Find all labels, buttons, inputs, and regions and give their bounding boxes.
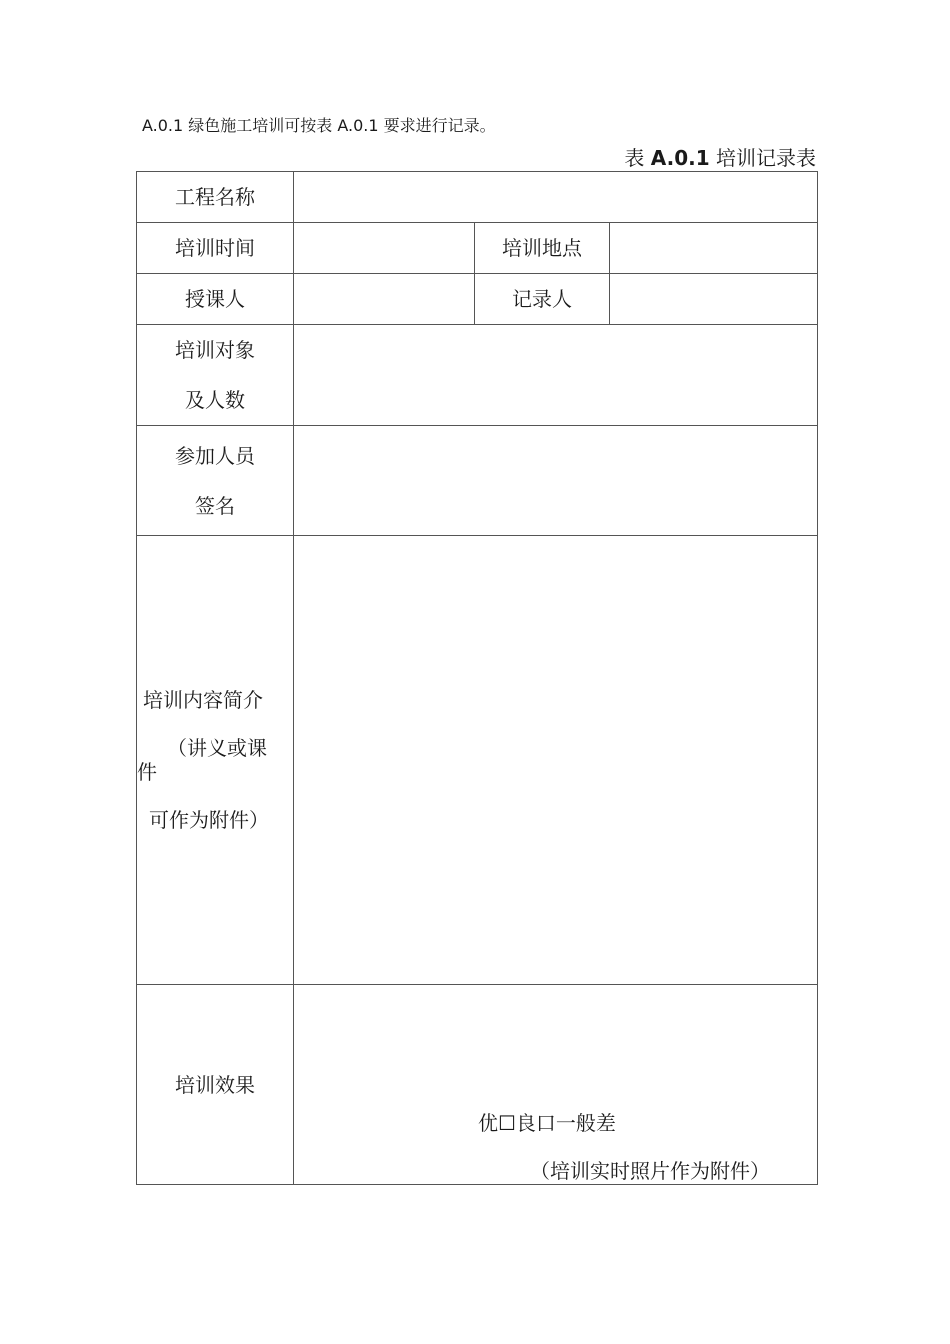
recorder-label: 记录人: [475, 274, 610, 325]
row-participants: [137, 426, 818, 536]
photo-attachment-note: （培训实时照片作为附件）: [530, 1159, 770, 1183]
project-name-label: 工程名称: [137, 172, 294, 223]
table-caption: [624, 146, 816, 170]
training-record-table: [136, 171, 818, 1185]
participants-label-line2: 签名: [195, 493, 235, 518]
caption-prefix: 表: [624, 146, 651, 170]
content-label-line4: 可作为附件）: [149, 808, 269, 832]
row-effect: [137, 985, 818, 1185]
caption-number: A.0.1: [650, 146, 710, 170]
audience-label-line1: 培训对象: [175, 338, 255, 362]
row-training-time: [137, 223, 818, 274]
row-content: [137, 536, 818, 985]
training-place-label: 培训地点: [475, 223, 610, 274]
row-audience: [137, 325, 818, 426]
participants-label: [137, 426, 294, 536]
effect-field[interactable]: [294, 985, 818, 1185]
training-time-field[interactable]: [294, 223, 475, 274]
content-label-line3: 件: [137, 760, 157, 784]
audience-label-line2: 及人数: [185, 388, 245, 412]
recorder-field[interactable]: [610, 274, 818, 325]
participants-signature-field[interactable]: [294, 426, 818, 536]
row-project-name: [137, 172, 818, 223]
training-place-field[interactable]: [610, 223, 818, 274]
content-label-line1: 培训内容简介: [143, 688, 263, 712]
content-label: [137, 536, 294, 985]
caption-title: 培训记录表: [709, 146, 816, 170]
rating-options[interactable]: 优☐良口一般差: [478, 1111, 616, 1135]
lecturer-label: 授课人: [137, 274, 294, 325]
effect-label: 培训效果: [137, 985, 294, 1185]
training-time-label: 培训时间: [137, 223, 294, 274]
audience-label: [137, 325, 294, 426]
content-field[interactable]: [294, 536, 818, 985]
project-name-field[interactable]: [294, 172, 818, 223]
audience-field[interactable]: [294, 325, 818, 426]
lecturer-field[interactable]: [294, 274, 475, 325]
content-label-line2: （讲义或课: [167, 736, 267, 760]
row-lecturer: [137, 274, 818, 325]
participants-label-line1: 参加人员: [175, 443, 255, 468]
intro-text: A.0.1 绿色施工培训可按表 A.0.1 要求进行记录。: [142, 116, 496, 135]
